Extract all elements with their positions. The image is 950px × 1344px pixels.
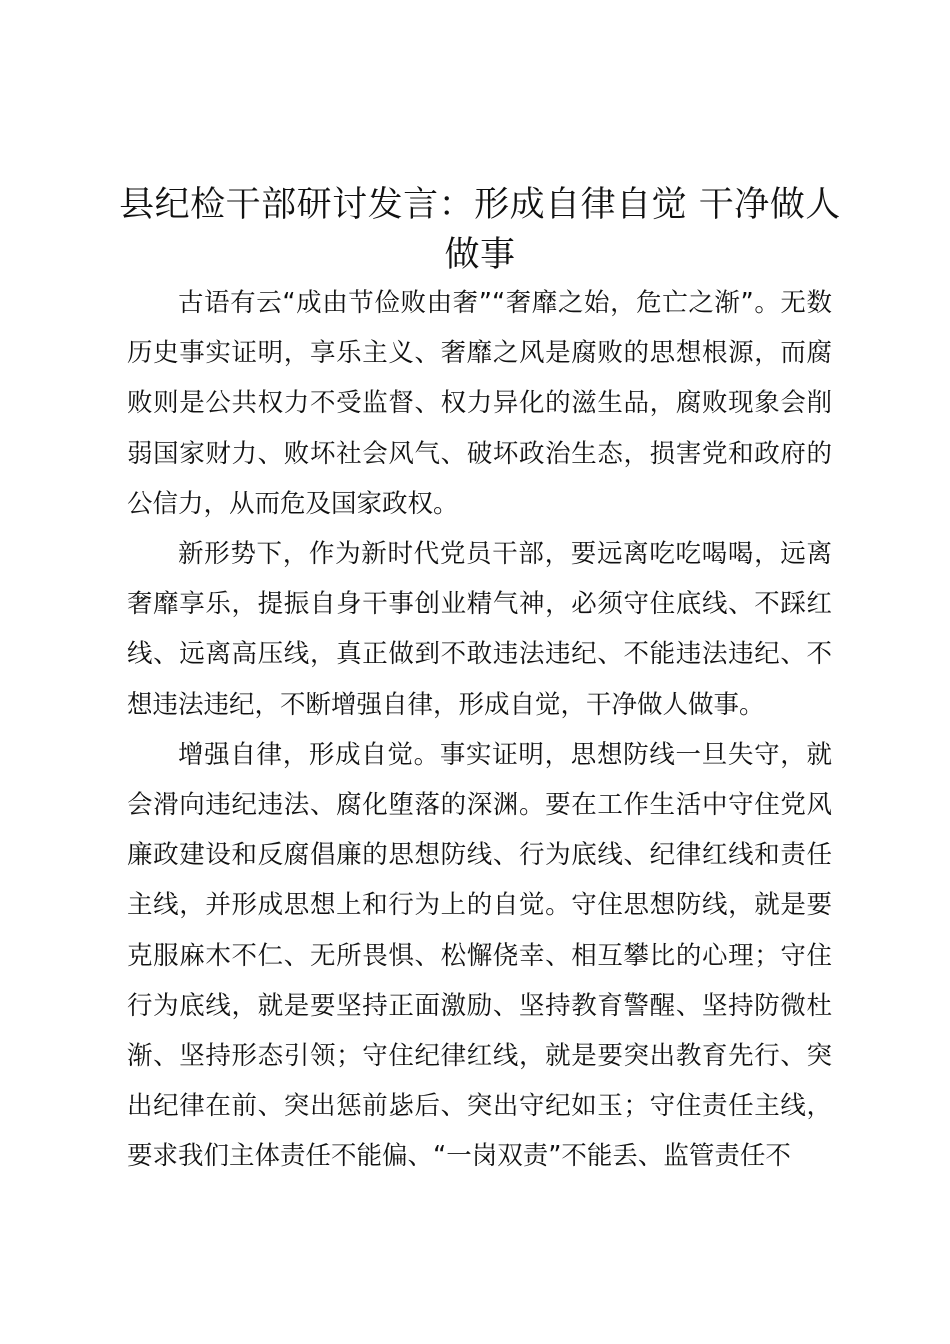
document-title: 县纪检干部研讨发言：形成自律自觉 干净做人做事 bbox=[119, 185, 841, 275]
paragraph: 新形势下，作为新时代党员干部，要远离吃吃喝喝，远离奢靡享乐，提振自身干事创业精气神，必须守住底线、不踩红线、远离高压线，真正做到不敢违法违纪、不能违法违纪、不想违法违纪，不断增强自律，形成自觉，干净做人做事。 bbox=[127, 539, 832, 720]
paragraph: 增强自律，形成自觉。事实证明，思想防线一旦失守，就会滑向违纪违法、腐化堕落的深渊。要在工作生活中守住党风廉政建设和反腐倡廉的思想防线、行为底线、纪律红线和责任主线，并形成思想上和行为上的自觉。守住思想防线，就是要克服麻木不仁、无所畏惧、松懈侥幸、相互攀比的心理；守住行为底线，就是要坚持正面激励、坚持教育警醒、坚持防微杜渐、坚持形态引领；守住纪律红线，就是要突出教育先行、突出纪律在前、突出惩前毖后、突出守纪如玉；守住责任主线，要求我们主体责任不能偏、“一岗双责”不能丢、监管责任不 bbox=[127, 739, 832, 1172]
paragraph: 古语有云“成由节俭败由奢”“奢靡之始，危亡之渐”。无数历史事实证明，享乐主义、奢靡之风是腐败的思想根源，而腐败则是公共权力不受监督、权力异化的滋生品，腐败现象会削弱国家财力、败坏社会风气、破坏政治生态，损害党和政府的公信力，从而危及国家政权。 bbox=[127, 288, 832, 519]
document-body bbox=[127, 278, 832, 1182]
